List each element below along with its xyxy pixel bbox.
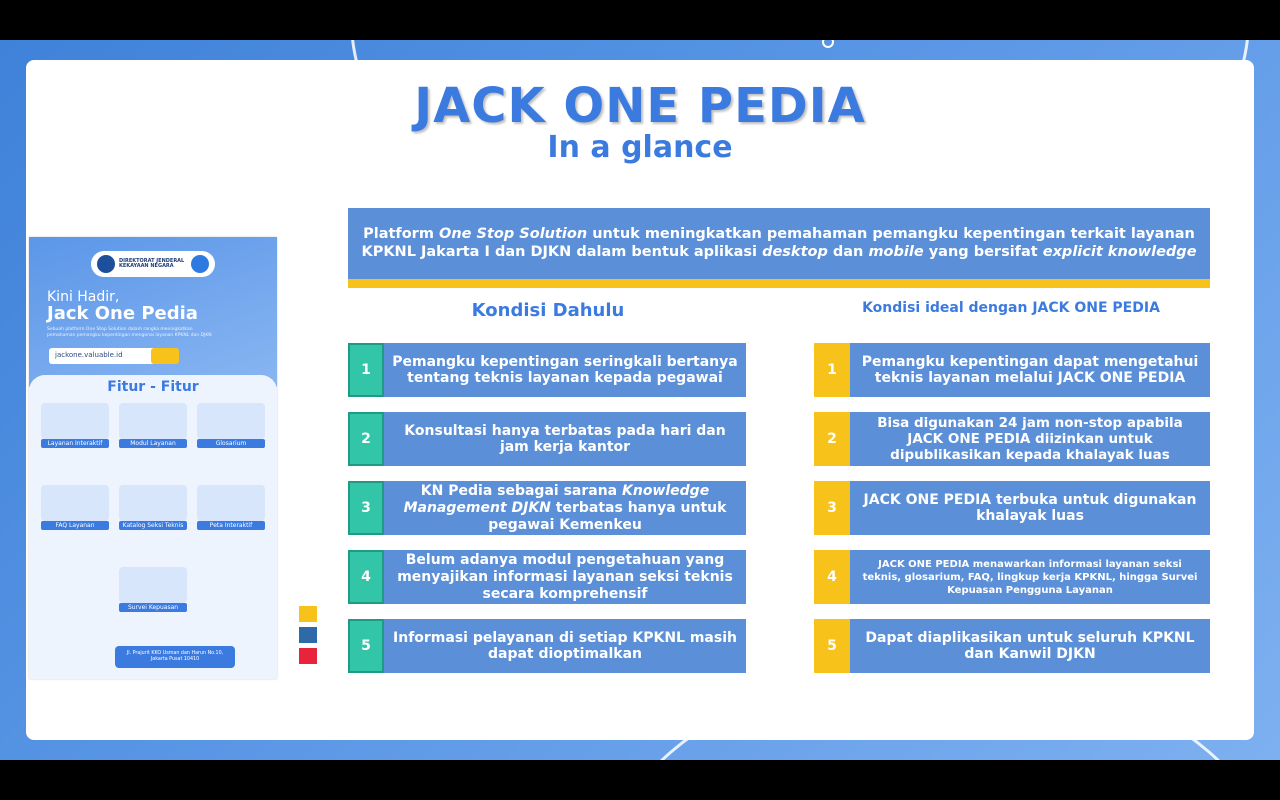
feature-illustration (119, 567, 187, 603)
poster-logos (91, 251, 215, 277)
left-row-3 (348, 481, 746, 535)
feature-illustration (119, 485, 187, 521)
feature-peta-interaktif (197, 485, 265, 546)
left-row-2 (348, 412, 746, 466)
feature-glosarium (197, 403, 265, 464)
left-column-title: Kondisi Dahulu (471, 300, 625, 321)
feature-desc (197, 450, 265, 464)
feature-label: Modul Layanan (119, 439, 187, 448)
banner-emphasis: desktop (762, 244, 828, 260)
feature-layanan-interaktif (41, 403, 109, 464)
banner-text: Platform (363, 226, 439, 242)
feature-illustration (41, 485, 109, 521)
feature-modul-layanan (119, 403, 187, 464)
feature-label: Katalog Seksi Teknis (119, 521, 187, 530)
poster-fitur-title: Fitur - Fitur (107, 379, 199, 395)
banner-emphasis: explicit knowledge (1042, 244, 1197, 260)
feature-label: Layanan Interaktif (41, 439, 109, 448)
banner-text: untuk meningkatkan pemahaman pemangku kepentingan terkait layanan (587, 226, 1195, 242)
row-text: JACK ONE PEDIA menawarkan informasi layanan seksi teknis, glosarium, FAQ, lingkup kerja KPKNL, hingga Survei Kepuasan Pengguna Layanan (850, 550, 1210, 604)
left-row-1 (348, 343, 746, 397)
page-subtitle: In a glance (547, 130, 733, 165)
feature-label: Peta Interaktif (197, 521, 265, 530)
feature-label: FAQ Layanan (41, 521, 109, 530)
right-row-1 (814, 343, 1210, 397)
feature-survei-kepuasan (119, 567, 187, 628)
feature-illustration (41, 403, 109, 439)
row-text: Belum adanya modul pengetahuan yang menyajikan informasi layanan seksi teknis secara komprehensif (384, 550, 746, 604)
feature-illustration (119, 403, 187, 439)
poster-name: Jack One Pedia (47, 303, 198, 324)
row-text: Konsultasi hanya terbatas pada hari dan jam kerja kantor (384, 412, 746, 466)
feature-label: Survei Kepuasan (119, 603, 187, 612)
feature-faq-layanan (41, 485, 109, 546)
feature-illustration (197, 485, 265, 521)
row-text-emphasis: Knowledge Management DJKN (403, 482, 710, 516)
right-row-2 (814, 412, 1210, 466)
banner-line-1 (348, 225, 1210, 243)
banner-emphasis: mobile (868, 244, 924, 260)
row-number: 5 (348, 619, 384, 673)
row-text (384, 481, 746, 535)
row-text: Dapat diaplikasikan untuk seluruh KPKNL dan Kanwil DJKN (850, 619, 1210, 673)
banner-text: KPKNL Jakarta I dan DJKN dalam bentuk aplikasi (361, 244, 763, 260)
address-line: Jakarta Pusat 10410 (150, 657, 200, 663)
right-row-3 (814, 481, 1210, 535)
poster-address (115, 646, 235, 668)
legend-square-yellow (299, 606, 317, 622)
row-number: 2 (814, 412, 850, 466)
definition-banner (348, 208, 1210, 288)
row-number: 4 (814, 550, 850, 604)
row-text: JACK ONE PEDIA terbuka untuk digunakan khalayak luas (850, 481, 1210, 535)
row-number: 1 (348, 343, 384, 397)
left-row-5 (348, 619, 746, 673)
row-number: 5 (814, 619, 850, 673)
poster-kini: Kini Hadir, (47, 289, 120, 305)
poster-description: Sebuah platform One Stop Solution dalam rangka meningkatkan pemahaman pemangku kepentingan mengenai layanan KPKNL dan DJKN (47, 327, 212, 338)
row-number: 2 (348, 412, 384, 466)
row-text: Pemangku kepentingan dapat mengetahui teknis layanan melalui JACK ONE PEDIA (850, 343, 1210, 397)
right-column-title: Kondisi ideal dengan JACK ONE PEDIA (862, 300, 1160, 316)
poster-org: DIREKTORAT JENDERAL KEKAYAAN NEGARA (119, 257, 185, 269)
banner-emphasis: One Stop Solution (439, 226, 588, 242)
feature-desc (119, 532, 187, 546)
feature-desc (197, 532, 265, 546)
address-line: Jl. Prajurit KKO Usman dan Harun No.10, (126, 651, 224, 656)
poster-go-button (151, 348, 179, 364)
row-text: Pemangku kepentingan seringkali bertanya tentang teknis layanan kepada pegawai (384, 343, 746, 397)
poster-url: jackone.valuable.id (49, 348, 161, 364)
row-number: 1 (814, 343, 850, 397)
feature-illustration (197, 403, 265, 439)
banner-text: yang bersifat (923, 244, 1043, 260)
poster (29, 237, 277, 679)
row-number: 3 (814, 481, 850, 535)
row-number: 4 (348, 550, 384, 604)
feature-label: Glosarium (197, 439, 265, 448)
feature-desc (41, 532, 109, 546)
right-row-5 (814, 619, 1210, 673)
feature-desc (119, 450, 187, 464)
slide (26, 60, 1254, 740)
feature-katalog-seksi-teknis (119, 485, 187, 546)
jack-one-logo-icon (191, 255, 209, 273)
row-text-part: KN Pedia sebagai sarana (420, 482, 622, 499)
legend-square-navy (299, 627, 317, 643)
right-row-4 (814, 550, 1210, 604)
kemenkeu-logo-icon (97, 255, 115, 273)
left-row-4 (348, 550, 746, 604)
banner-text: dan (827, 244, 869, 260)
row-text-part: terbatas hanya untuk pegawai Kemenkeu (488, 499, 727, 533)
banner-line-2 (348, 243, 1210, 261)
row-number: 3 (348, 481, 384, 535)
page-title: JACK ONE PEDIA (414, 78, 866, 134)
row-text: Bisa digunakan 24 jam non-stop apabila JACK ONE PEDIA diizinkan untuk dipublikasikan kepada khalayak luas (850, 412, 1210, 466)
feature-desc (119, 614, 187, 628)
legend-square-red (299, 648, 317, 664)
feature-desc (41, 450, 109, 464)
row-text: Informasi pelayanan di setiap KPKNL masih dapat dioptimalkan (384, 619, 746, 673)
